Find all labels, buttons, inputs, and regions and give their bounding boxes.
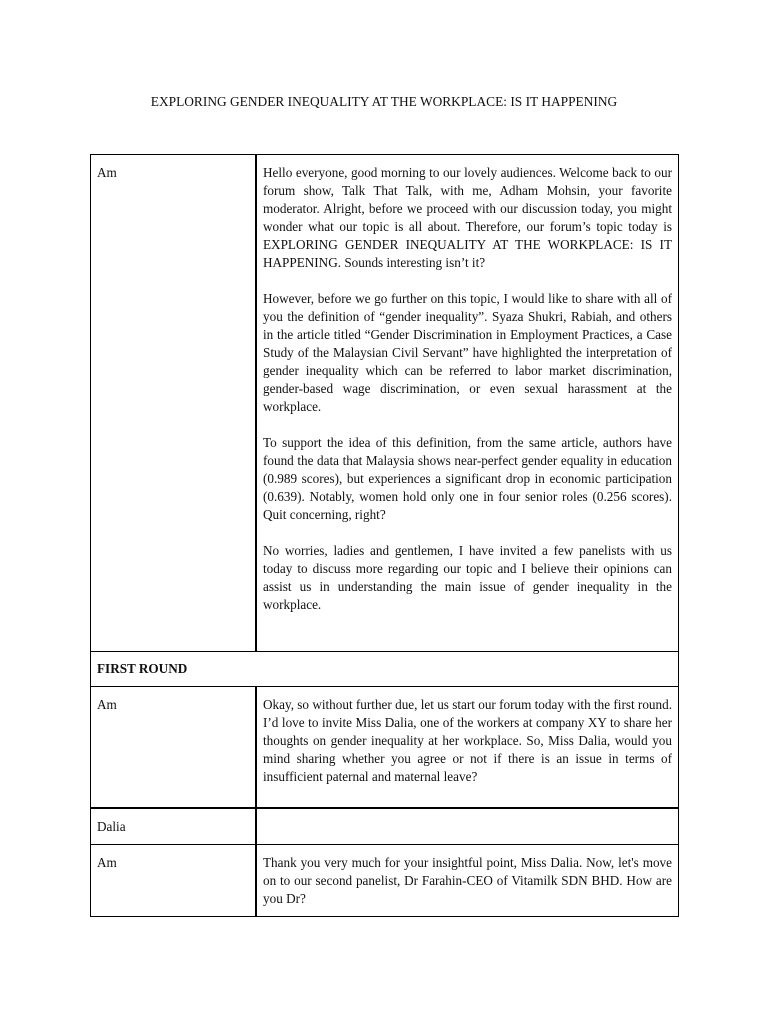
speech-paragraph: Hello everyone, good morning to our lovely audiences. Welcome back to our forum show, Talk That Talk, with me, Adham Mohsin, your favorite moderator. Alright, before we proceed with our discussion today, you might wonder what our topic is all about. Therefore, our forum’s topic today is EXPLORING GENDER INEQUALITY AT THE WORKPLACE: IS IT HAPPENING. Sounds interesting isn’t it? bbox=[263, 165, 672, 270]
speech-paragraph: However, before we go further on this topic, I would like to share with all of you the definition of “gender inequality”. Syaza Shukri, Rabiah, and others in the article titled “Gender Discrimination in Employment Practices, a Case Study of the Malaysian Civil Servant” have highlighted the interpretation of gender inequality which can be referred to labor market discrimination, gender-based wage discrimination, or even sexual harassment at the workplace. bbox=[263, 291, 672, 414]
speech-paragraph: Okay, so without further due, let us start our forum today with the first round. I’d love to invite Miss Dalia, one of the workers at company XY to share her thoughts on gender inequality at her workplace. So, Miss Dalia, would you mind sharing whether you agree or not if there is an issue in terms of insufficient paternal and maternal leave? bbox=[263, 697, 672, 784]
speech-paragraph: No worries, ladies and gentlemen, I have invited a few panelists with us today to discuss more regarding our topic and I believe their opinions can assist us in understanding the main issue of gender inequality in the workplace. bbox=[263, 543, 672, 612]
table-row bbox=[91, 155, 679, 652]
speaker-cell: Am bbox=[91, 155, 257, 652]
table-row bbox=[91, 687, 679, 808]
speech-paragraph: To support the idea of this definition, from the same article, authors have found the data that Malaysia shows near-perfect gender equality in education (0.989 scores), but experiences a significant drop in economic participation (0.639). Notably, women hold only one in four senior roles (0.256 scores). Quit concerning, right? bbox=[263, 435, 672, 522]
speech-cell bbox=[256, 155, 679, 652]
speaker-cell: Dalia bbox=[91, 808, 257, 845]
speaker-cell: Am bbox=[91, 687, 257, 808]
forum-script-table bbox=[90, 154, 679, 917]
round-row bbox=[91, 652, 679, 687]
table-row bbox=[91, 808, 679, 845]
speech-paragraph: Thank you very much for your insightful point, Miss Dalia. Now, let's move on to our second panelist, Dr Farahin-CEO of Vitamilk SDN BHD. How are you Dr? bbox=[263, 854, 672, 906]
document-title: EXPLORING GENDER INEQUALITY AT THE WORKPLACE: IS IT HAPPENING bbox=[150, 94, 618, 109]
speech-cell bbox=[256, 687, 679, 808]
speech-cell-empty bbox=[256, 808, 679, 845]
speech-cell bbox=[256, 844, 679, 916]
speaker-cell: Am bbox=[91, 844, 257, 916]
table-row bbox=[91, 844, 679, 916]
round-heading: FIRST ROUND bbox=[91, 652, 679, 687]
